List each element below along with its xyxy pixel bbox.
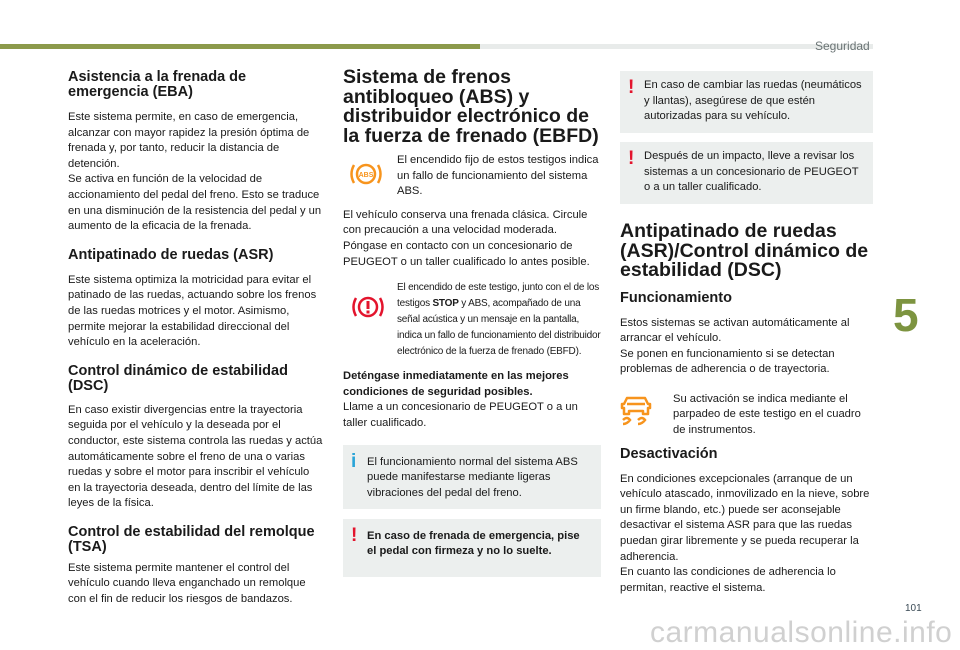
section-title: Seguridad — [815, 39, 870, 53]
left-column — [68, 70, 324, 608]
dsc-heading: Control dinámico de estabilidad (DSC) — [68, 362, 288, 394]
eba-text: Este sistema permite, en caso de emergencia, alcanzar con mayor rapidez la presión óptima de frenada y, por tanto, reducir la distancia de detención. — [68, 111, 310, 170]
watermark: carmanualsonline.info — [650, 616, 953, 649]
eba-heading: Asistencia a la frenada de emergencia (EBA) — [68, 69, 247, 100]
abs-warning-row — [343, 153, 601, 200]
page-number: 101 — [905, 603, 922, 614]
tsa-text: Este sistema permite mantener el control del vehículo cuando lleva enganchado un remolque con el fin de reducir los riesgos de bandazos. — [68, 561, 306, 606]
dsc-indicator-text: Su activación se indica mediante el parpadeo de este testigo en el cuadro de instrumentos. — [673, 392, 861, 437]
abs-warning-text: El encendido fijo de estos testigos indica un fallo de funcionamiento del sistema ABS. — [397, 154, 599, 198]
abs-advice-text: El vehículo conserva una frenada clásica. Circule con precaución a una velocidad moderada. Póngase en contacto con un concesionario de PEUGEOT o un taller cualificado lo antes posible. — [343, 208, 590, 268]
asr-text: Este sistema optimiza la motricidad para evitar el patinado de las ruedas, actuando sobre los frenos de las ruedas motrices y el motor. Asimismo, permite mejorar la estabilidad direccional del vehículo en la aceleración. — [68, 273, 317, 349]
svg-text:ABS: ABS — [358, 172, 374, 179]
header-accent-bar — [0, 44, 480, 49]
stability-control-icon — [619, 394, 653, 430]
dsc-text: En caso existir divergencias entre la trayectoria seguida por el vehículo y la deseada por el conductor, este sistema controla las ruedas y actúa automáticamente sobre el freno de una o varias ruedas y sobre el motor para inscribir el vehículo en la trayectoria deseada, dentro del límite de las leyes de la física. — [68, 403, 323, 510]
chapter-number: 5 — [893, 289, 919, 341]
info-box — [343, 445, 601, 509]
info-icon: i — [351, 450, 357, 472]
functioning-text-2: Se ponen en funcionamiento si se detectan problemas de adherencia o de trayectoria. — [620, 347, 835, 376]
brake-warning-icon — [351, 294, 385, 320]
warning-icon: ! — [628, 148, 635, 169]
asr-heading: Antipatinado de ruedas (ASR) — [68, 246, 274, 263]
abs-heading: Sistema de frenos antibloqueo (ABS) y distribuidor electrónico de la fuerza de frenado (EBFD) — [343, 66, 599, 147]
right-column — [620, 71, 873, 596]
deactivation-text: En condiciones excepcionales (arranque de un vehículo atascado, inmovilizado en la nieve, sobre un firme blando, etc.) puede ser aconsejable desactivar el sistema ASR para que las ruedas puedan girar libremente y se pueda recuperar la adherencia. — [620, 472, 870, 563]
impact-warning-box — [620, 142, 873, 204]
functioning-heading: Funcionamiento — [620, 289, 732, 306]
ebfd-warning-text: El encendido de este testigo, junto con el de los testigos STOP y ABS, acompañado de una señal acústica y un mensaje en la pantalla, indica un fallo de funcionamiento del distribuidor electrónico de la fuerza de frenado (EBFD). — [397, 282, 601, 358]
deactivation-text-2: En cuanto las condiciones de adherencia lo permitan, reactive el sistema. — [620, 566, 836, 594]
middle-column — [343, 68, 601, 577]
dsc-indicator-row — [620, 392, 873, 439]
functioning-text: Estos sistemas se activan automáticamente al arrancar el vehículo. — [620, 316, 850, 345]
stop-instruction: Deténgase inmediatamente en las mejores condiciones de seguridad posibles. — [343, 370, 569, 398]
deactivation-heading: Desactivación — [620, 445, 718, 462]
warning-box-text: En caso de frenada de emergencia, pise el pedal con firmeza y no lo suelte. — [367, 529, 580, 558]
warning-icon: ! — [628, 77, 635, 98]
impact-warning-text: Después de un impacto, lleve a revisar los sistemas a un concesionario de PEUGEOT o a un taller cualificado. — [644, 150, 859, 194]
wheel-warning-text: En caso de cambiar las ruedas (neumáticos y llantas), asegúrese de que estén autorizadas para su vehículo. — [644, 79, 862, 123]
asr-dsc-heading: Antipatinado de ruedas (ASR)/Control dinámico de estabilidad (DSC) — [620, 220, 869, 281]
tsa-heading: Control de estabilidad del remolque (TSA) — [68, 523, 315, 555]
wheel-warning-box — [620, 71, 873, 133]
warning-box — [343, 519, 601, 577]
ebfd-warning-row — [343, 280, 601, 360]
stop-contact-text: Llame a un concesionario de PEUGEOT o a un taller cualificado. — [343, 401, 578, 429]
info-box-text: El funcionamiento normal del sistema ABS puede manifestarse mediante ligeras vibraciones del pedal del freno. — [367, 455, 578, 499]
eba-text-2: Se activa en función de la velocidad de accionamiento del pedal del freno. Esto se traduce en una disminución de la resistencia del pedal y un aumento de la eficacia de la frenada. — [68, 173, 322, 233]
abs-warning-icon — [349, 161, 383, 187]
warning-icon: ! — [351, 524, 358, 546]
